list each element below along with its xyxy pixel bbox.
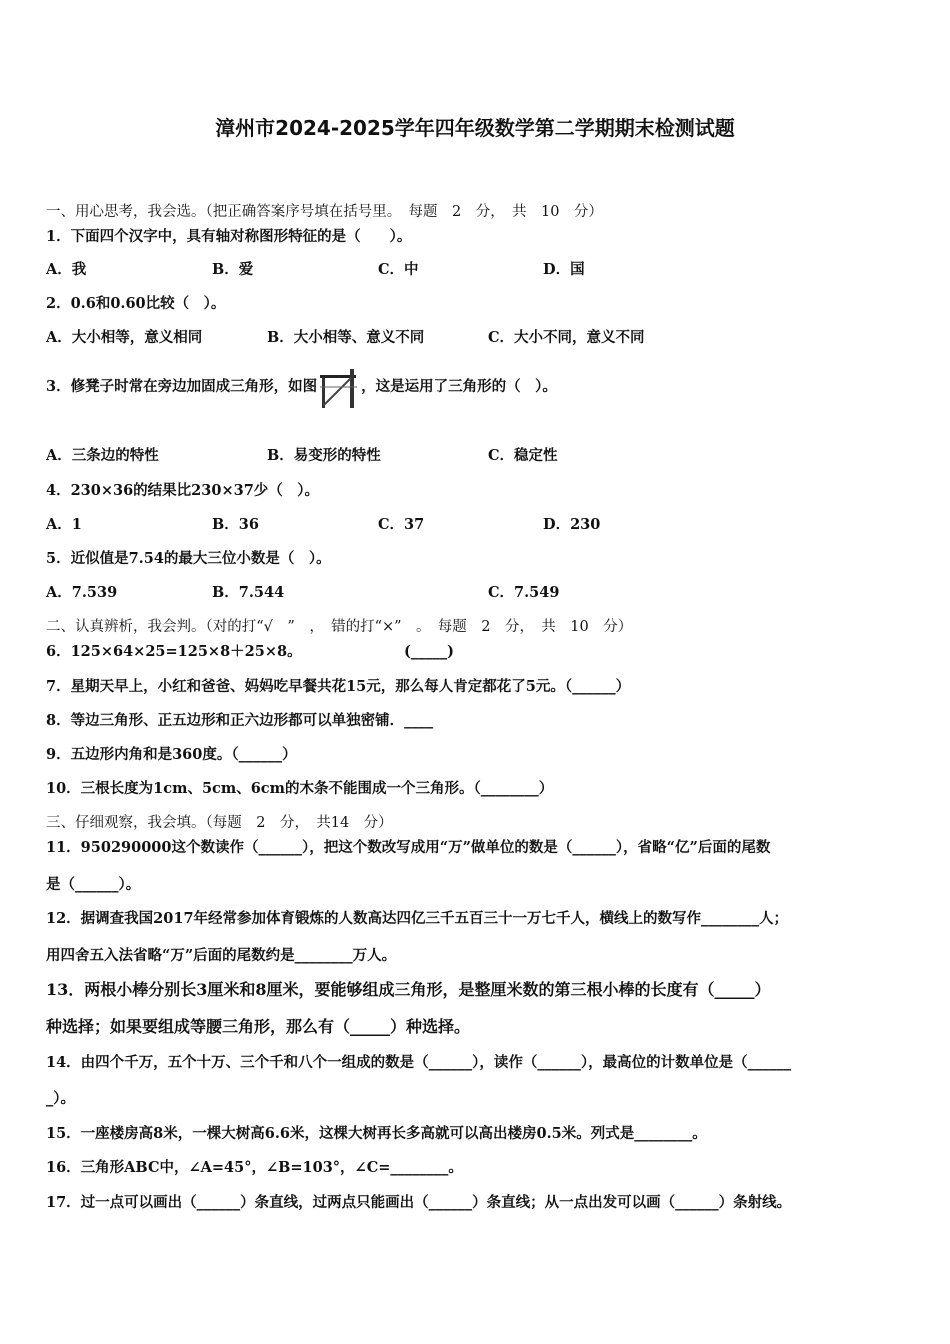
question-14-line-1: 14．由四个千万，五个十万、三个千和八个一组成的数是（______），读作（______），最高位的计数单位是（______ <box>46 1054 792 1071</box>
section-1-heading: 一、用心思考，我会选。（把正确答案序号填在括号里。 每题 2 分， 共 10 分） <box>46 204 603 220</box>
question-7: 7．星期天早上，小红和爸爸、妈妈吃早餐共花15元，那么每人肯定都花了5元。（______） <box>46 678 631 695</box>
question-4: 4．230×36的结果比230×37少（ ）。 <box>46 482 320 499</box>
question-11-line-1: 11．950290000这个数读作（______），把这个数改写成用“万”做单位的数是（______），省略“亿”后面的尾数 <box>46 839 771 856</box>
q5-option-a: A．7.539 <box>46 584 118 601</box>
question-10: 10．三根长度为1cm、5cm、6cm的木条不能围成一个三角形。（________） <box>46 780 554 797</box>
question-17: 17．过一点可以画出（______）条直线，过两点只能画出（______）条直线；从一点出发可以画（______）条射线。 <box>46 1194 792 1211</box>
question-15: 15．一座楼房高8米，一棵大树高6.6米，这棵大树再长多高就可以高出楼房0.5米。列式是________。 <box>46 1125 707 1142</box>
question-12-line-2: 用四舍五入法省略“万”后面的尾数约是________万人。 <box>46 947 397 964</box>
q4-option-a: A．1 <box>46 516 82 533</box>
q1-option-a: A．我 <box>46 261 87 278</box>
q3-option-c: C．稳定性 <box>488 447 558 464</box>
q2-option-b: B．大小相等、意义不同 <box>267 329 425 346</box>
question-13-line-2: 种选择；如果要组成等腰三角形，那么有（_____）种选择。 <box>46 1017 471 1036</box>
q1-option-b: B．爱 <box>212 261 254 278</box>
q3-option-a: A．三条边的特性 <box>46 447 159 464</box>
q2-option-c: C．大小不同，意义不同 <box>488 329 645 346</box>
q4-option-d: D．230 <box>543 516 601 533</box>
q6-answer-blank: (_____) <box>404 643 454 660</box>
page-title: 漳州市2024-2025学年四年级数学第二学期期末检测试题 <box>215 116 735 140</box>
section-3-heading: 三、仔细观察，我会填。（每题 2 分， 共14 分） <box>46 815 393 831</box>
q1-option-d: D．国 <box>543 261 585 278</box>
stool-icon <box>319 365 359 409</box>
q2-option-a: A．大小相等，意义相同 <box>46 329 203 346</box>
question-6: 6．125×64×25=125×8＋25×8。 <box>46 643 302 660</box>
q3-text-before: 3．修凳子时常在旁边加固成三角形，如图 <box>46 378 318 395</box>
q1-option-c: C．中 <box>378 261 419 278</box>
q4-option-b: B．36 <box>212 516 259 533</box>
q5-option-b: B．7.544 <box>212 584 285 601</box>
question-14-line-2: _）。 <box>46 1090 75 1107</box>
question-5: 5．近似值是7.54的最大三位小数是（ ）。 <box>46 550 331 567</box>
question-16: 16．三角形ABC中，∠A=45°，∠B=103°，∠C=________。 <box>46 1159 463 1176</box>
question-8: 8．等边三角形、正五边形和正六边形都可以单独密铺．____ <box>46 712 434 729</box>
question-9: 9．五边形内角和是360度。（______） <box>46 746 297 763</box>
question-11-line-2: 是（______）。 <box>46 876 141 893</box>
question-12-line-1: 12．据调查我国2017年经常参加体育锻炼的人数高达四亿三千五百三十一万七千人，横线上的数写作________人； <box>46 910 789 927</box>
section-2-heading: 二、认真辨析，我会判。（对的打“√ ” ， 错的打“×” 。 每题 2 分， 共 10 分） <box>46 619 633 635</box>
question-1: 1．下面四个汉字中，具有轴对称图形特征的是（ ）。 <box>46 228 412 245</box>
q5-option-c: C．7.549 <box>488 584 560 601</box>
question-3 <box>46 365 557 409</box>
question-13-line-1: 13．两根小棒分别长3厘米和8厘米，要能够组成三角形，是整厘米数的第三根小棒的长度有（_____） <box>46 980 771 999</box>
q3-option-b: B．易变形的特性 <box>267 447 381 464</box>
q3-text-after: ，这是运用了三角形的（ ）。 <box>361 378 557 395</box>
question-2: 2．0.6和0.60比较（ ）。 <box>46 295 226 312</box>
q4-option-c: C．37 <box>378 516 425 533</box>
